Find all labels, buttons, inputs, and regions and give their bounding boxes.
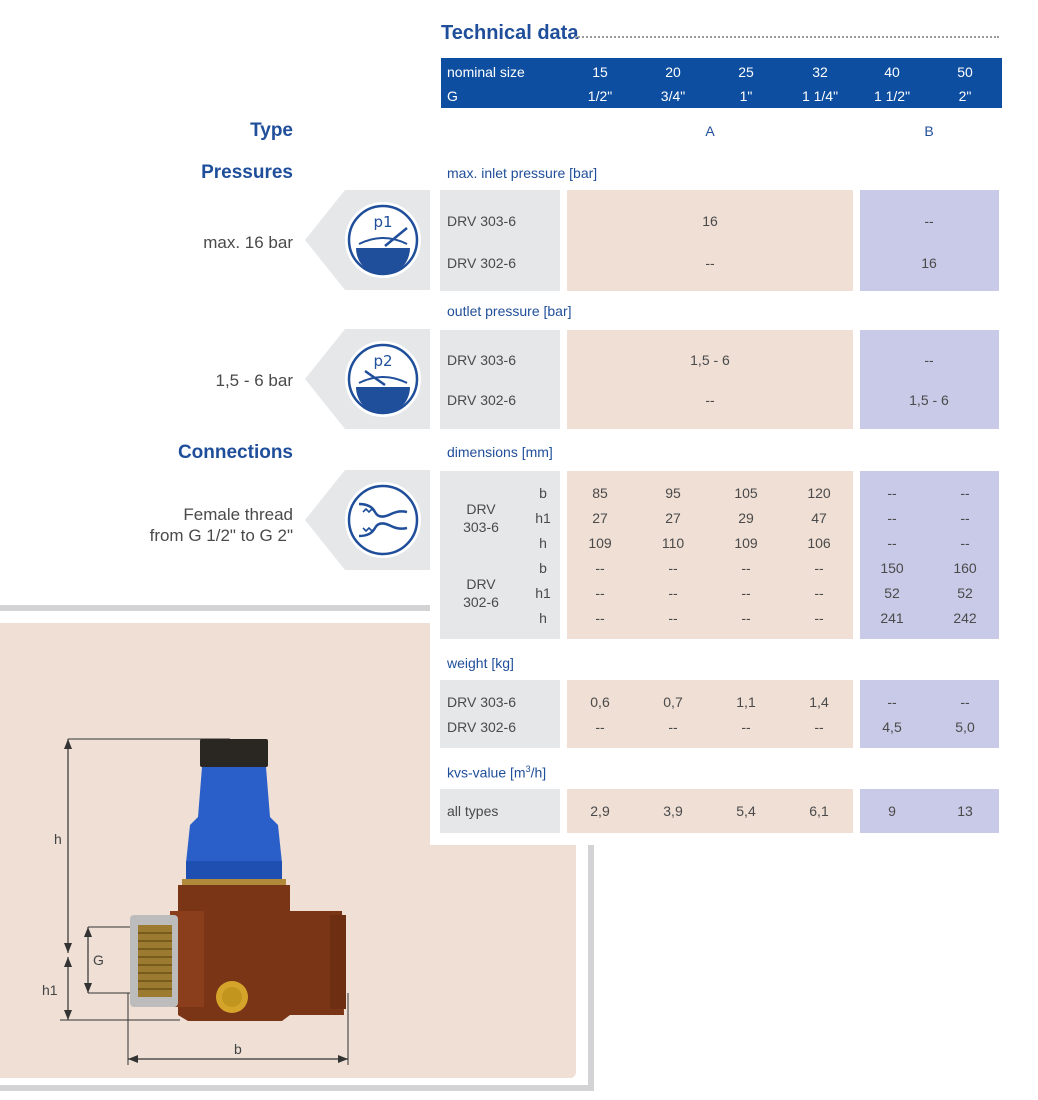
kvs-label (447, 764, 546, 781)
dim-row-2-val-5: -- (960, 535, 970, 551)
dim-row-3-val-5: 160 (953, 560, 977, 576)
header-g-1: 1" (739, 88, 753, 104)
dim-row-2-key: h (539, 535, 547, 551)
header-g-114: 1 1/4" (801, 88, 839, 104)
outlet-name-cell (440, 330, 560, 429)
dim-drv302-l2: 302-6 (463, 594, 499, 610)
dim-row-4-val-0: -- (595, 585, 605, 601)
dim-row-3-val-4: 150 (880, 560, 904, 576)
dim-row-0-val-1: 95 (665, 485, 681, 501)
dim-row-5-val-1: -- (668, 610, 678, 626)
inlet-row2-name: DRV 302-6 (447, 255, 517, 271)
dim-h1-label: h1 (42, 982, 58, 998)
conn-side-text-1: Female thread (183, 505, 293, 524)
dim-row-5-val-4: 241 (880, 610, 904, 626)
p1-side-text: max. 16 bar (203, 233, 293, 252)
outlet-row1-a: 1,5 - 6 (690, 352, 730, 368)
dim-row-3-val-1: -- (668, 560, 678, 576)
dim-row-1-val-3: 47 (811, 510, 827, 526)
outlet-row1-name: DRV 303-6 (447, 352, 517, 368)
kvs-row-name: all types (447, 803, 499, 819)
header-nominal-size-label: nominal size (447, 64, 525, 80)
dim-row-2-val-4: -- (887, 535, 897, 551)
header-g-2: 2" (958, 88, 972, 104)
weight-a-cell (567, 680, 853, 748)
outlet-row1-b: -- (924, 352, 934, 368)
dim-row-3-key: b (539, 560, 547, 576)
dim-row-0-val-4: -- (887, 485, 897, 501)
dim-row-2-val-3: 106 (807, 535, 831, 551)
dim-row-2-val-1: 110 (661, 535, 685, 551)
inlet-b-cell (860, 190, 999, 291)
section-type: Type (250, 120, 293, 141)
dim-row-3-val-2: -- (741, 560, 751, 576)
dim-row-5-key: h (539, 610, 547, 626)
weight-row-1-val-3: -- (814, 719, 824, 735)
outlet-row2-name: DRV 302-6 (447, 392, 517, 408)
dim-row-5-val-2: -- (741, 610, 751, 626)
valve-drawing (20, 725, 380, 1080)
weight-row-1-val-4: 4,5 (882, 719, 902, 735)
weight-row-1-val-2: -- (741, 719, 751, 735)
weight-row-0-val-5: -- (960, 694, 970, 710)
kvs-val-0: 2,9 (590, 803, 610, 819)
header-size-20: 20 (665, 64, 681, 80)
dim-row-0-val-5: -- (960, 485, 970, 501)
dim-drv303-l1: DRV (466, 501, 496, 517)
dim-row-1-key: h1 (535, 510, 551, 526)
dim-row-5-val-0: -- (595, 610, 605, 626)
dim-row-2-val-0: 109 (588, 535, 612, 551)
dim-drv302-l1: DRV (466, 576, 496, 592)
section-connections: Connections (177, 442, 293, 463)
page-title: Technical data (441, 22, 579, 44)
drawing-frame-right (588, 845, 594, 1091)
kvs-val-2: 5,4 (736, 803, 756, 819)
kvs-val-4: 9 (888, 803, 896, 819)
weight-row-0-val-3: 1,4 (809, 694, 829, 710)
dimensions-label: dimensions [mm] (447, 444, 553, 460)
section-pressures: Pressures (201, 162, 293, 183)
kvs-b-cell (860, 789, 999, 833)
inlet-row1-a: 16 (702, 213, 718, 229)
conn-arrow (305, 470, 345, 570)
conn-side-text-2: from G 1/2" to G 2" (149, 526, 293, 545)
pressure-gauge-p1-icon (342, 199, 424, 281)
title-dotted-rule (575, 36, 999, 38)
dim-row-4-val-1: -- (668, 585, 678, 601)
weight-row-1-val-5: 5,0 (955, 719, 975, 735)
inlet-row2-a: -- (705, 255, 715, 271)
type-a: A (705, 123, 715, 139)
weight-row-0-val-2: 1,1 (736, 694, 756, 710)
dim-row-0-key: b (539, 485, 547, 501)
drawing-frame-bottom (0, 1085, 594, 1091)
header-size-15: 15 (592, 64, 608, 80)
kvs-val-3: 6,1 (809, 803, 829, 819)
dim-b-label: b (234, 1041, 242, 1057)
dim-row-1-val-5: -- (960, 510, 970, 526)
kvs-label-sup: 3 (525, 764, 531, 774)
weight-row-0-val-1: 0,7 (663, 694, 683, 710)
header-g-label: G (447, 88, 458, 104)
dim-row-0-val-0: 85 (592, 485, 608, 501)
inlet-row1-name: DRV 303-6 (447, 213, 517, 229)
dim-row-3-val-3: -- (814, 560, 824, 576)
dim-row-3-val-0: -- (595, 560, 605, 576)
p2-arrow (305, 329, 345, 429)
header-g-12: 1/2" (587, 88, 613, 104)
dim-h-label: h (54, 831, 62, 847)
inlet-row1-b: -- (924, 213, 934, 229)
p1-label: p1 (373, 213, 393, 231)
dim-row-4-val-3: -- (814, 585, 824, 601)
dim-row-1-val-0: 27 (592, 510, 608, 526)
weight-row-0-val-0: 0,6 (590, 694, 610, 710)
dim-drv303-l2: 303-6 (463, 519, 499, 535)
weight-row-0-val-4: -- (887, 694, 897, 710)
header-size-50: 50 (957, 64, 973, 80)
header-g-34: 3/4" (660, 88, 686, 104)
dim-row-0-val-2: 105 (734, 485, 758, 501)
kvs-label-post: /h] (530, 764, 547, 781)
kvs-val-1: 3,9 (663, 803, 683, 819)
p1-arrow (305, 190, 345, 290)
inlet-row2-b: 16 (921, 255, 937, 271)
dim-row-1-val-2: 29 (738, 510, 754, 526)
female-thread-icon (342, 479, 424, 561)
inlet-label: max. inlet pressure [bar] (447, 165, 598, 181)
dim-row-5-val-5: 242 (953, 610, 977, 626)
dim-row-4-val-5: 52 (957, 585, 973, 601)
weight-label: weight [kg] (447, 655, 514, 671)
outlet-b-cell (860, 330, 999, 429)
weight-row1-name: DRV 303-6 (447, 694, 517, 710)
dim-row-0-val-3: 120 (807, 485, 831, 501)
dim-row-2-val-2: 109 (734, 535, 758, 551)
outlet-label: outlet pressure [bar] (447, 303, 572, 319)
weight-b-cell (860, 680, 999, 748)
kvs-val-5: 13 (957, 803, 973, 819)
header-g-112: 1 1/2" (873, 88, 911, 104)
type-b: B (924, 123, 934, 139)
outlet-row2-a: -- (705, 392, 715, 408)
weight-row-1-val-1: -- (668, 719, 678, 735)
weight-name-cell (440, 680, 560, 748)
inlet-name-cell (440, 190, 560, 291)
header-size-40: 40 (884, 64, 900, 80)
drawing-frame-top (0, 605, 430, 611)
dim-row-1-val-4: -- (887, 510, 897, 526)
outlet-row2-b: 1,5 - 6 (909, 392, 949, 408)
dim-row-1-val-1: 27 (665, 510, 681, 526)
weight-row2-name: DRV 302-6 (447, 719, 517, 735)
dim-row-4-val-4: 52 (884, 585, 900, 601)
kvs-label-pre: kvs-value [m (447, 764, 526, 781)
outlet-a-cell (567, 330, 853, 429)
p2-label: p2 (373, 352, 393, 370)
spec-header-bar (441, 58, 1002, 108)
header-size-25: 25 (738, 64, 754, 80)
dim-row-5-val-3: -- (814, 610, 824, 626)
inlet-a-cell (567, 190, 853, 291)
dim-row-4-key: h1 (535, 585, 551, 601)
pressure-gauge-p2-icon (342, 338, 424, 420)
weight-row-1-val-0: -- (595, 719, 605, 735)
dim-row-4-val-2: -- (741, 585, 751, 601)
dim-g-label: G (93, 952, 104, 968)
p2-side-text: 1,5 - 6 bar (215, 371, 293, 390)
header-size-32: 32 (812, 64, 828, 80)
